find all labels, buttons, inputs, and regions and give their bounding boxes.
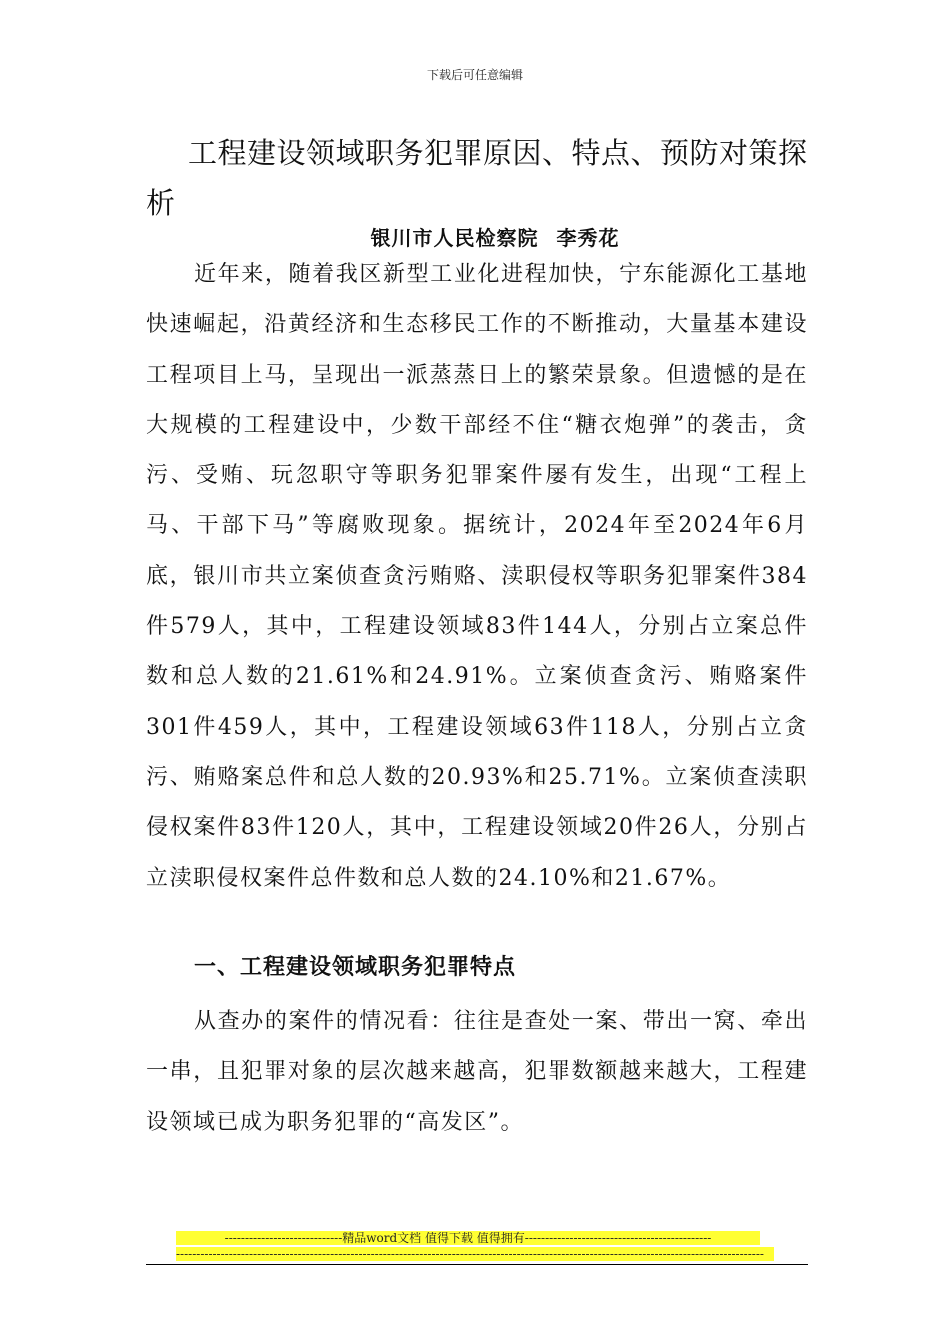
footer-banner: -----------------------------精品word文档 值得下载 值得拥有---------------------------------------------- [176, 1231, 760, 1245]
document-title: 工程建设领域职务犯罪原因、特点、预防对策探析 [146, 136, 808, 220]
section-heading: 一、工程建设领域职务犯罪特点 [194, 955, 517, 980]
paragraph-features: 从查办的案件的情况看：往往是查处一案、带出一窝、牵出一串，且犯罪对象的层次越来越高，犯罪数额越来越大，工程建设领域已成为职务犯罪的“高发区”。 [146, 1009, 808, 1135]
header-note: 下载后可任意编辑 [426, 68, 523, 82]
author-name: 李秀花 [556, 226, 620, 250]
author-line [0, 222, 950, 251]
footer-rule [146, 1264, 808, 1265]
footer-dash-line: ------------------------------------------------------------------------------------------------------------------------------------------------- [176, 1247, 774, 1261]
author-org: 银川市人民检察院 [370, 226, 539, 250]
paragraph-intro: 近年来，随着我区新型工业化进程加快，宁东能源化工基地快速崛起，沿黄经济和生态移民工作的不断推动，大量基本建设工程项目上马，呈现出一派蒸蒸日上的繁荣景象。但遗憾的是在大规模的工程建设中，少数干部经不住“糖衣炮弹”的袭击，贪污、受贿、玩忽职守等职务犯罪案件屡有发生，出现“工程上马、干部下马”等腐败现象。据统计，2024年至2024年6月底，银川市共立案侦查贪污贿赂、渎职侵权等职务犯罪案件384件579人，其中，工程建设领域83件144人，分别占立案总件数和总人数的21.61%和24.91%。立案侦查贪污、贿赂案件301件459人，其中，工程建设领域63件118人，分别占立贪污、贿赂案总件和总人数的20.93%和25.71%。立案侦查渎职侵权案件83件120人，其中，工程建设领域20件26人，分别占立渎职侵权案件总件数和总人数的24.10%和21.67%。 [146, 262, 808, 891]
